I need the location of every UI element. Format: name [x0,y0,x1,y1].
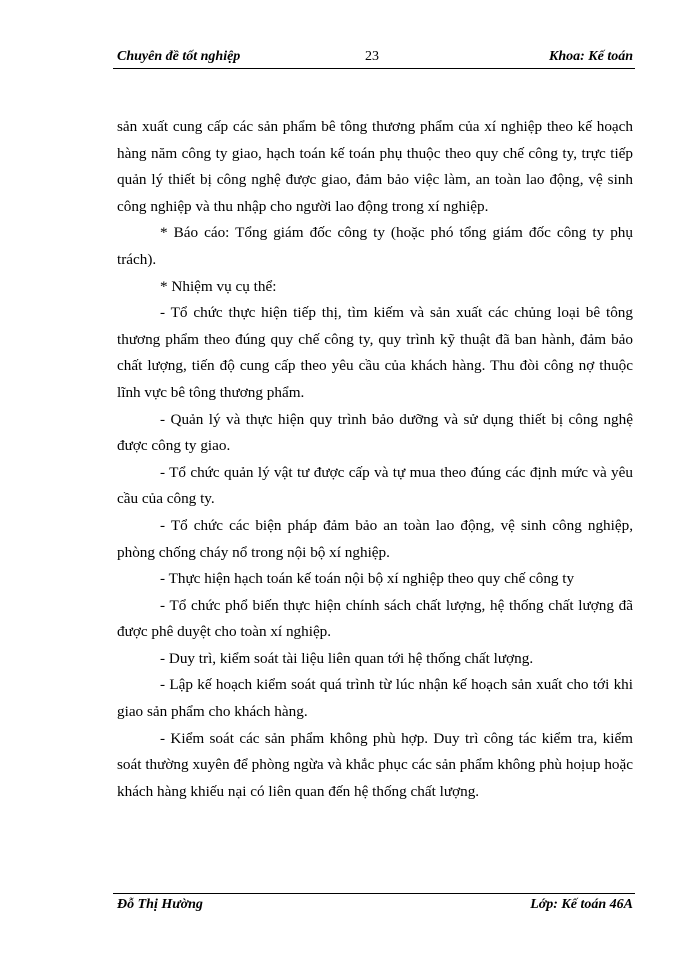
paragraph-duties-heading: * Nhiệm vụ cụ thể: [160,277,277,295]
footer-author: Đỗ Thị Hường [117,897,203,912]
paragraph-duty-equipment: - Quản lý và thực hiện quy trình bảo dưỡng và sử dụng thiết bị công nghệ được công ty giao. [117,410,633,455]
paragraph-duty-quality-policy: - Tổ chức phổ biến thực hiện chính sách chất lượng, hệ thống chất lượng đã được phê duyệt cho toàn xí nghiệp. [117,596,633,641]
header-department: Khoa: Kế toán [548,49,633,64]
document-body [117,114,633,805]
paragraph-duty-documents: - Duy trì, kiểm soát tài liệu liên quan tới hệ thống chất lượng. [160,649,534,667]
paragraph-intro: sản xuất cung cấp các sản phẩm bê tông thương phẩm của xí nghiệp theo kế hoạch hàng năm công ty giao, hạch toán kế toán phụ thuộc theo quy chế công ty, trực tiếp quản lý thiết bị công nghệ được giao, đảm bảo việc làm, an toàn lao động, vệ sinh công nghiệp và thu nhập cho người lao động trong xí nghiệp. [117,118,633,215]
paragraph-duty-marketing: - Tổ chức thực hiện tiếp thị, tìm kiếm và sản xuất các chủng loại bê tông thương phẩm theo đúng quy chế công ty, quy trình kỹ thuật đã ban hành, đảm bảo chất lượng, tiến độ cung cấp theo yêu cầu của khách hàng. Thu đòi công nợ thuộc lĩnh vực bê tông thương phẩm. [117,304,633,401]
paragraph-duty-safety: - Tổ chức các biện pháp đảm bảo an toàn lao động, vệ sinh công nghiệp, phòng chống cháy nổ trong nội bộ xí nghiệp. [117,516,633,561]
page-footer [113,893,635,912]
paragraph-duty-nonconforming: - Kiểm soát các sản phẩm không phù hợp. Duy trì công tác kiểm tra, kiểm soát thường xuyên để phòng ngừa và khắc phục các sản phẩm không phù hoịup hoặc khách hàng khiếu nại có liên quan đến hệ thống chất lượng. [117,729,633,800]
page-number: 23 [365,49,379,64]
paragraph-report: * Báo cáo: Tổng giám đốc công ty (hoặc phó tổng giám đốc công ty phụ trách). [117,224,633,268]
header-document-title: Chuyên đề tốt nghiệp [117,49,241,64]
page-header [113,48,635,69]
paragraph-duty-planning: - Lập kế hoạch kiểm soát quá trình từ lúc nhận kế hoạch sản xuất cho tới khi giao sản phẩm cho khách hàng. [117,676,633,721]
footer-class: Lớp: Kế toán 46A [530,897,633,912]
paragraph-duty-accounting: - Thực hiện hạch toán kế toán nội bộ xí nghiệp theo quy chế công ty [160,570,575,588]
paragraph-duty-materials: - Tổ chức quản lý vật tư được cấp và tự mua theo đúng các định mức và yêu cầu của công ty. [117,463,633,508]
